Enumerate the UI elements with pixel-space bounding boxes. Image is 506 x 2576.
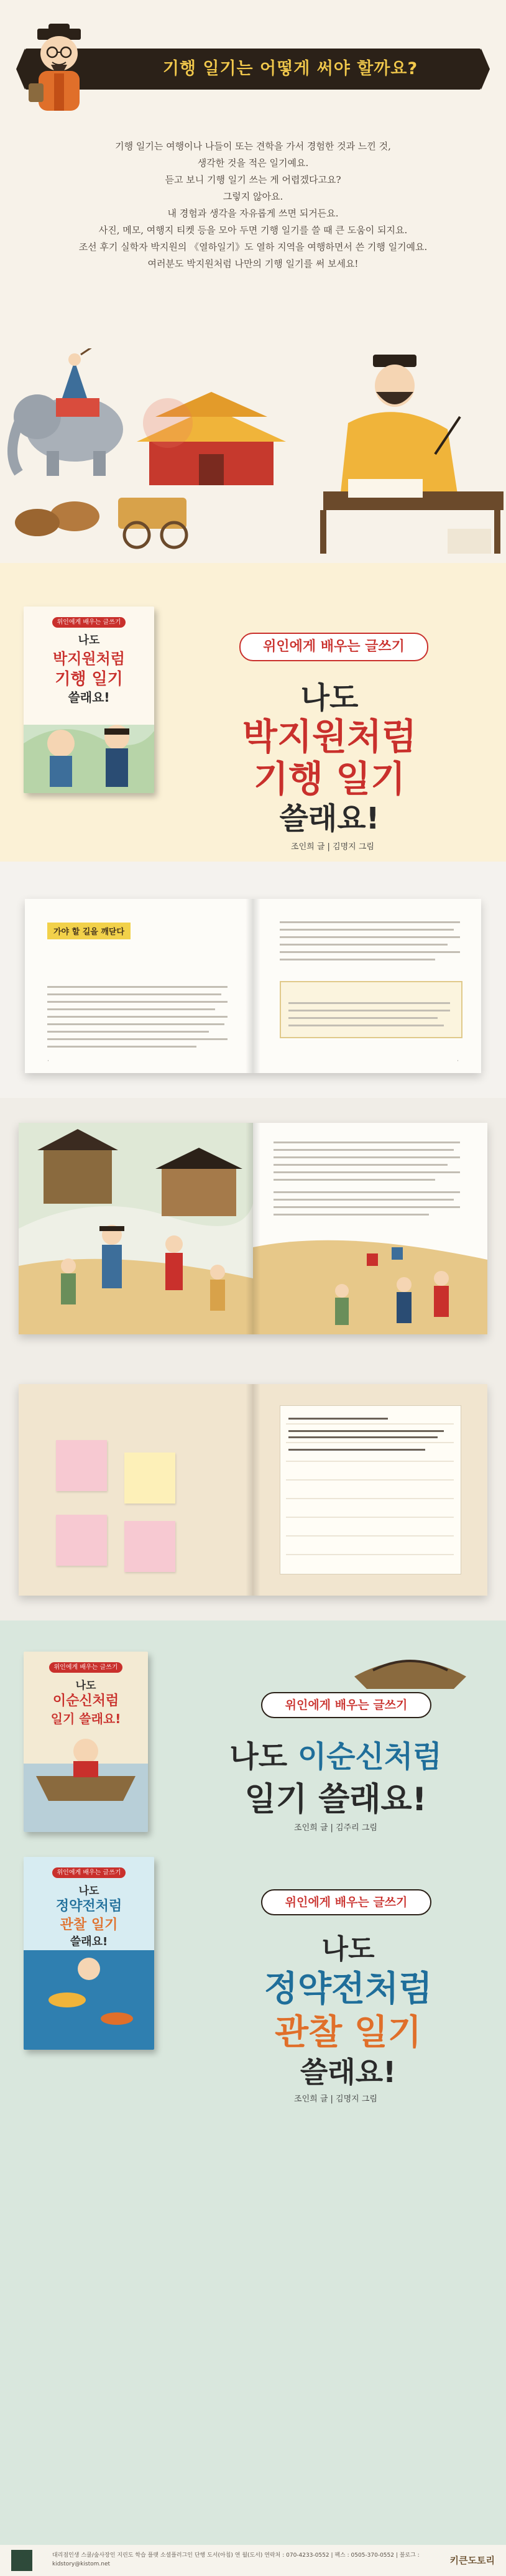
series-1-credits: 조인희 글 | 김주리 그림 (294, 1823, 377, 1833)
publisher-logo: 키큰도토리 (449, 2555, 495, 2566)
book-spread-activity (19, 1384, 487, 1596)
spread-text-section (0, 862, 506, 1098)
cover-title-line3: 기행 일기 (55, 670, 123, 689)
series-1-subtitle-pill: 위인에게 배우는 글쓰기 (261, 1692, 431, 1718)
series-2-title-line1: 나도 (321, 1933, 375, 1965)
memo-note (56, 1440, 107, 1491)
cover-title-line4: 쓸래요! (68, 690, 110, 705)
series-1-title-prefix: 나도 (229, 1739, 288, 1774)
series-section (0, 1620, 506, 2576)
writing-scholar-icon (323, 355, 504, 554)
series-2-title-line2: 관찰 일기 (275, 2012, 421, 2053)
cover-title-line2: 박지원처럼 (53, 650, 125, 667)
book-cover-series-1 (24, 1652, 148, 1832)
book-cover-main (24, 607, 154, 793)
intro-line: 기행 일기는 여행이나 나들이 또는 견학을 가서 경험한 것과 느낀 것, (115, 141, 391, 152)
cover-kicker: 위인에게 배우는 글쓰기 (24, 1867, 154, 1876)
cover-kicker: 위인에게 배우는 글쓰기 (24, 616, 154, 626)
title-line4: 쓸래요! (279, 801, 380, 836)
cover-title-line2: 관찰 일기 (60, 1917, 118, 1933)
palace-icon (137, 392, 286, 485)
intro-line: 여러분도 박지원처럼 나만의 기행 일기를 써 보세요! (147, 258, 359, 269)
travel-illustration (0, 348, 506, 560)
cover-title-line3: 쓸래요! (70, 1935, 108, 1948)
intro-line: 그렇지 않아요. (223, 191, 283, 202)
spread-gutter (246, 1384, 260, 1596)
intro-line: 조선 후기 실학자 박지원의 《열하일기》도 열하 지역을 여행하면서 쓴 기행 일기예요. (78, 241, 428, 253)
spread-gutter (246, 1123, 260, 1334)
cover-title-name: 이순신처럼 (52, 1693, 119, 1709)
intro-paragraph (37, 138, 469, 272)
cover-title-line1: 나도 (75, 1680, 96, 1692)
book-credits: 조인희 글 | 김명지 그림 (291, 842, 374, 852)
diary-lines (280, 1405, 460, 1573)
cover-title-name: 정약전처럼 (55, 1899, 122, 1914)
book-spread-illustrated (19, 1123, 487, 1334)
series-subtitle-pill: 위인에게 배우는 글쓰기 (239, 633, 428, 661)
page-number-right: · (457, 1058, 459, 1064)
series-2-subtitle-pill: 위인에게 배우는 글쓰기 (261, 1889, 431, 1915)
intro-section (0, 0, 506, 563)
heading-banner (25, 49, 481, 90)
footer (0, 2545, 506, 2576)
memo-note (124, 1521, 175, 1572)
chapter-label: 가야 할 길을 깨닫다 (47, 923, 131, 939)
intro-line: 생각한 것을 적은 일기예요. (197, 157, 309, 169)
footer-info: 대리점인생 스쿨/숲사장인 지린도 학습 플랫 소셜플러그인 단행 도서(아침) 연 월(도서) 연락처 : 070-4233-0552 | 팩스 : 0505-370-0552 | 블로그 : kidstory@kistom.net (52, 2552, 420, 2567)
intro-line: 사진, 메모, 여행지 티켓 등을 모아 두면 기행 일기를 쓸 때 큰 도움이 되지요. (98, 225, 408, 236)
series-2-title-line3: 쓸래요! (300, 2055, 397, 2089)
title-line3: 기행 일기 (253, 758, 406, 800)
title-line2: 박지원처럼 (242, 715, 417, 758)
spread1-text-lines (25, 899, 481, 1073)
qr-code-icon (11, 2550, 32, 2571)
intro-heading: 기행 일기는 어떻게 써야 할까요? (162, 59, 418, 78)
series-1-title-line1 (186, 1732, 485, 1775)
intro-line: 내 경험과 생각을 자유롭게 쓰면 되거든요. (167, 208, 339, 219)
spread-activity-section (0, 1359, 506, 1620)
memo-note (124, 1453, 175, 1504)
series-2-title-name: 정약전처럼 (264, 1969, 433, 2009)
book-cover-series-2 (24, 1857, 154, 2050)
title-line1: 나도 (300, 681, 359, 715)
main-book-section (0, 563, 506, 862)
cart-icon (15, 498, 186, 547)
cover-kicker: 위인에게 배우는 글쓰기 (24, 1662, 148, 1671)
series-2-credits: 조인희 글 | 김명지 그림 (294, 2095, 377, 2104)
series-1-title-line2: 일기 쓸래요! (244, 1781, 427, 1818)
spread-illustrated-section (0, 1098, 506, 1359)
series-1-title-name: 이순신처럼 (297, 1739, 442, 1774)
page-number-left: · (47, 1058, 49, 1064)
cover-title-line1: 나도 (78, 634, 100, 647)
cover-title-line1: 나도 (78, 1885, 99, 1897)
scholar-mascot-icon (25, 24, 93, 111)
turtle-ship-icon (348, 1639, 472, 1695)
memo-note (56, 1515, 107, 1566)
elephant-icon (12, 348, 123, 476)
intro-line: 듣고 보니 기행 일기 쓰는 게 어렵겠다고요? (165, 174, 341, 185)
cover-title-line2: 일기 쓸래요! (50, 1711, 121, 1726)
